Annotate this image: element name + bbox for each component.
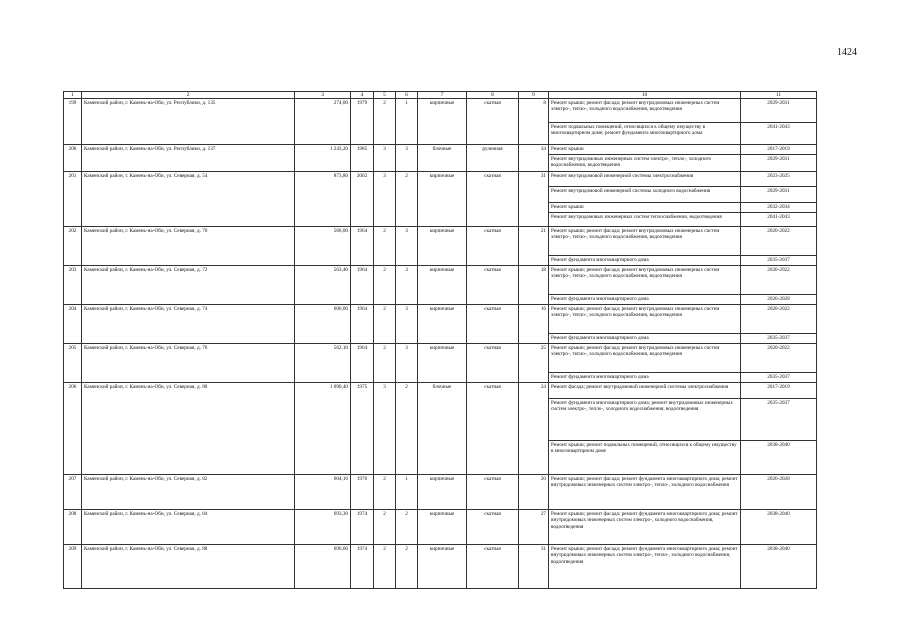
col-period-cell: 2029-2031 [741, 155, 817, 172]
col-works-cell: Ремонт внутридомовых инженерных систем электро-, тепло-, холодного водоснабжения, водоотведения [549, 155, 741, 172]
col-area-cell: 274,00 [295, 99, 351, 145]
col-number-cell: 201 [64, 172, 82, 227]
col-walls-cell: кирпичные [418, 172, 467, 227]
col-apartments-cell: 20 [519, 475, 549, 510]
header-cell-col-works: 10 [549, 92, 741, 99]
col-period-cell: 2026-2028 [741, 295, 817, 305]
header-cell-col-floors: 5 [374, 92, 396, 99]
table-row [64, 305, 817, 334]
table-row [64, 227, 817, 256]
col-floors-cell: 3 [374, 145, 396, 172]
header-cell-col-apartments: 9 [519, 92, 549, 99]
col-number-cell: 202 [64, 227, 82, 266]
col-works-cell: Ремонт фундамента многоквартирного дома; ремонт внутридомовых инженерных систем электро-, тепло-, холодного водоснабжения, водоотведения [549, 399, 741, 441]
table-row [64, 383, 817, 399]
col-roof-cell: скатная [467, 475, 519, 510]
col-floors-cell: 2 [374, 510, 396, 545]
col-number-cell: 200 [64, 145, 82, 172]
col-works-cell: Ремонт подвальных помещений, относящихся к общему имуществу в многоквартирном доме; ремонт фундамента многоквартирного дома [549, 123, 741, 145]
col-address-cell: Каменский район, г. Камень-на-Оби, ул. Республики, д. 137 [82, 145, 295, 172]
col-number-cell: 208 [64, 510, 82, 545]
page-number: 1424 [837, 47, 857, 58]
col-year-cell: 1964 [351, 344, 374, 383]
col-apartments-cell: 8 [519, 99, 549, 145]
col-works-cell: Ремонт крыши; ремонт фасада; ремонт внутридомовых инженерных систем электро-, тепло-, холодного водоснабжения, водоотведения [549, 99, 741, 123]
col-area-cell: 563,40 [295, 266, 351, 305]
col-period-cell: 2020-2022 [741, 305, 817, 334]
col-year-cell: 1975 [351, 383, 374, 475]
col-area-cell: 693,30 [295, 510, 351, 545]
col-year-cell: 2002 [351, 172, 374, 227]
header-cell-col-number: 1 [64, 92, 82, 99]
col-works-cell: Ремонт внутридомовых инженерных систем теплоснабжения, водоотведения [549, 213, 741, 227]
col-year-cell: 1979 [351, 99, 374, 145]
col-floors-cell: 2 [374, 344, 396, 383]
col-year-cell: 1974 [351, 545, 374, 589]
col-period-cell: 2020-2022 [741, 344, 817, 373]
col-works-cell: Ремонт крыши; ремонт фасада; ремонт внутридомовых инженерных систем электро-, тепло-, холодного водоснабжения, водоотведения [549, 227, 741, 256]
col-address-cell: Каменский район, г. Камень-на-Оби, ул. Северная, д. 72 [82, 266, 295, 305]
col-floors-cell: 2 [374, 475, 396, 510]
col-area-cell: 606,00 [295, 305, 351, 344]
col-works-cell: Ремонт крыши; ремонт фасада; ремонт внутридомовых инженерных систем электро-, тепло-, холодного водоснабжения, водоотведения [549, 305, 741, 334]
col-roof-cell: скатная [467, 383, 519, 475]
table-row [64, 344, 817, 373]
col-walls-cell: кирпичные [418, 545, 467, 589]
col-entrances-cell: 3 [396, 145, 418, 172]
col-year-cell: 1964 [351, 227, 374, 266]
col-address-cell: Каменский район, г. Камень-на-Оби, ул. Северная, д. 82 [82, 475, 295, 510]
header-row [64, 92, 817, 99]
col-number-cell: 203 [64, 266, 82, 305]
header-cell-col-area: 3 [295, 92, 351, 99]
col-number-cell: 209 [64, 545, 82, 589]
col-walls-cell: блочные [418, 145, 467, 172]
col-walls-cell: кирпичные [418, 475, 467, 510]
col-apartments-cell: 34 [519, 145, 549, 172]
col-works-cell: Ремонт крыши; ремонт подвальных помещений, относящихся к общему имуществу в многоквартирном доме [549, 441, 741, 475]
col-walls-cell: кирпичные [418, 227, 467, 266]
col-entrances-cell: 2 [396, 510, 418, 545]
col-address-cell: Каменский район, г. Камень-на-Оби, ул. Республики, д. 135 [82, 99, 295, 145]
col-period-cell: 2023-2025 [741, 172, 817, 187]
col-period-cell: 2041-2043 [741, 213, 817, 227]
col-floors-cell: 2 [374, 227, 396, 266]
col-apartments-cell: 18 [519, 266, 549, 305]
col-works-cell: Ремонт фундамента многоквартирного дома [549, 334, 741, 344]
col-area-cell: 604,16 [295, 475, 351, 510]
col-entrances-cell: 2 [396, 172, 418, 227]
col-period-cell: 2029-2031 [741, 187, 817, 203]
col-year-cell: 1976 [351, 475, 374, 510]
col-area-cell: 562,10 [295, 344, 351, 383]
col-address-cell: Каменский район, г. Камень-на-Оби, ул. Северная, д. 76 [82, 344, 295, 383]
col-apartments-cell: 24 [519, 383, 549, 475]
col-entrances-cell: 1 [396, 475, 418, 510]
col-apartments-cell: 16 [519, 305, 549, 344]
col-number-cell: 199 [64, 99, 82, 145]
col-period-cell: 2035-2037 [741, 256, 817, 266]
col-period-cell: 2035-2037 [741, 373, 817, 383]
col-works-cell: Ремонт крыши; ремонт фасада; ремонт внутридомовых инженерных систем электро-, тепло-, холодного водоснабжения, водоотведения [549, 266, 741, 295]
col-floors-cell: 3 [374, 172, 396, 227]
col-address-cell: Каменский район, г. Камень-на-Оби, ул. Северная, д. 80 [82, 383, 295, 475]
table-row [64, 172, 817, 187]
col-walls-cell: блочные [418, 383, 467, 475]
col-walls-cell: кирпичные [418, 510, 467, 545]
col-works-cell: Ремонт крыши [549, 203, 741, 213]
table-row [64, 510, 817, 545]
table-row [64, 266, 817, 295]
header-cell-col-entrances: 6 [396, 92, 418, 99]
col-walls-cell: кирпичные [418, 305, 467, 344]
col-works-cell: Ремонт внутридомовой инженерной системы электроснабжения [549, 172, 741, 187]
col-entrances-cell: 3 [396, 305, 418, 344]
col-roof-cell: скатная [467, 99, 519, 145]
col-works-cell: Ремонт фасада; ремонт внутридомовой инженерной системы электроснабжения [549, 383, 741, 399]
col-works-cell: Ремонт крыши; ремонт фасада; ремонт внутридомовых инженерных систем электро-, тепло-, холодного водоснабжения, водоотведения [549, 344, 741, 373]
col-period-cell: 2017-2019 [741, 145, 817, 155]
col-apartments-cell: 27 [519, 510, 549, 545]
col-walls-cell: кирпичные [418, 344, 467, 383]
col-entrances-cell: 2 [396, 545, 418, 589]
col-year-cell: 1985 [351, 145, 374, 172]
col-year-cell: 1964 [351, 266, 374, 305]
col-floors-cell: 2 [374, 545, 396, 589]
col-walls-cell: кирпичные [418, 99, 467, 145]
col-period-cell: 2017-2019 [741, 383, 817, 399]
col-period-cell: 2020-2022 [741, 227, 817, 256]
header-cell-col-walls: 7 [418, 92, 467, 99]
col-floors-cell: 3 [374, 383, 396, 475]
col-works-cell: Ремонт фундамента многоквартирного дома [549, 295, 741, 305]
header-cell-col-address: 2 [82, 92, 295, 99]
col-area-cell: 1 090,40 [295, 383, 351, 475]
col-area-cell: 566,00 [295, 227, 351, 266]
col-roof-cell: скатная [467, 172, 519, 227]
header-cell-col-year: 4 [351, 92, 374, 99]
col-period-cell: 2038-2040 [741, 441, 817, 475]
col-period-cell: 2038-2040 [741, 510, 817, 545]
col-period-cell: 2026-2028 [741, 475, 817, 510]
col-works-cell: Ремонт крыши [549, 145, 741, 155]
header-cell-col-period: 11 [741, 92, 817, 99]
col-period-cell: 2032-2034 [741, 203, 817, 213]
col-roof-cell: скатная [467, 227, 519, 266]
col-floors-cell: 2 [374, 99, 396, 145]
col-works-cell: Ремонт крыши; ремонт фасада; ремонт фундамента многоквартирного дома; ремонт внутридомовых инженерных систем электро-, тепло-, холодного водоснабжения [549, 475, 741, 510]
col-period-cell: 2020-2022 [741, 266, 817, 295]
col-entrances-cell: 3 [396, 266, 418, 305]
col-apartments-cell: 31 [519, 172, 549, 227]
header-cell-col-roof: 8 [467, 92, 519, 99]
col-entrances-cell: 2 [396, 383, 418, 475]
col-period-cell: 2038-2040 [741, 545, 817, 589]
col-area-cell: 1 243,20 [295, 145, 351, 172]
col-roof-cell: скатная [467, 266, 519, 305]
col-period-cell: 2041-2043 [741, 123, 817, 145]
table-row [64, 145, 817, 155]
col-works-cell: Ремонт внутридомовой инженерной системы холодного водоснабжения [549, 187, 741, 203]
col-roof-cell: скатная [467, 510, 519, 545]
col-period-cell: 2029-2031 [741, 99, 817, 123]
col-address-cell: Каменский район, г. Камень-на-Оби, ул. Северная, д. 70 [82, 227, 295, 266]
col-address-cell: Каменский район, г. Камень-на-Оби, ул. Северная, д. 74 [82, 305, 295, 344]
col-floors-cell: 2 [374, 266, 396, 305]
col-roof-cell: рулонная [467, 145, 519, 172]
col-entrances-cell: 3 [396, 227, 418, 266]
col-apartments-cell: 25 [519, 344, 549, 383]
col-number-cell: 205 [64, 344, 82, 383]
capital-repair-table [63, 91, 817, 589]
col-year-cell: 1964 [351, 305, 374, 344]
col-works-cell: Ремонт крыши; ремонт фасада; ремонт фундамента многоквартирного дома; ремонт внутридомовых инженерных систем электро-, тепло-, холодного водоснабжения, водоотведения [549, 545, 741, 589]
col-address-cell: Каменский район, г. Камень-на-Оби, ул. Северная, д. 84 [82, 510, 295, 545]
col-apartments-cell: 21 [519, 227, 549, 266]
col-works-cell: Ремонт фундамента многоквартирного дома [549, 373, 741, 383]
col-area-cell: 873,80 [295, 172, 351, 227]
col-roof-cell: скатная [467, 344, 519, 383]
table-row [64, 545, 817, 589]
col-number-cell: 204 [64, 305, 82, 344]
col-works-cell: Ремонт фундамента многоквартирного дома [549, 256, 741, 266]
col-entrances-cell: 3 [396, 344, 418, 383]
table-row [64, 99, 817, 123]
col-address-cell: Каменский район, г. Камень-на-Оби, ул. Северная, д. 88 [82, 545, 295, 589]
col-number-cell: 206 [64, 383, 82, 475]
col-number-cell: 207 [64, 475, 82, 510]
col-works-cell: Ремонт крыши; ремонт фасада; ремонт фундамента многоквартирного дома; ремонт внутридомовых инженерных систем электро-, холодного водоснабжения, водоотведения [549, 510, 741, 545]
col-entrances-cell: 1 [396, 99, 418, 145]
col-year-cell: 1974 [351, 510, 374, 545]
col-area-cell: 696,60 [295, 545, 351, 589]
table-row [64, 475, 817, 510]
col-walls-cell: кирпичные [418, 266, 467, 305]
col-period-cell: 2035-2037 [741, 334, 817, 344]
col-roof-cell: скатная [467, 305, 519, 344]
col-roof-cell: скатная [467, 545, 519, 589]
col-floors-cell: 2 [374, 305, 396, 344]
col-apartments-cell: 31 [519, 545, 549, 589]
col-period-cell: 2035-2037 [741, 399, 817, 441]
col-address-cell: Каменский район, г. Камень-на-Оби, ул. Северная, д. 54 [82, 172, 295, 227]
